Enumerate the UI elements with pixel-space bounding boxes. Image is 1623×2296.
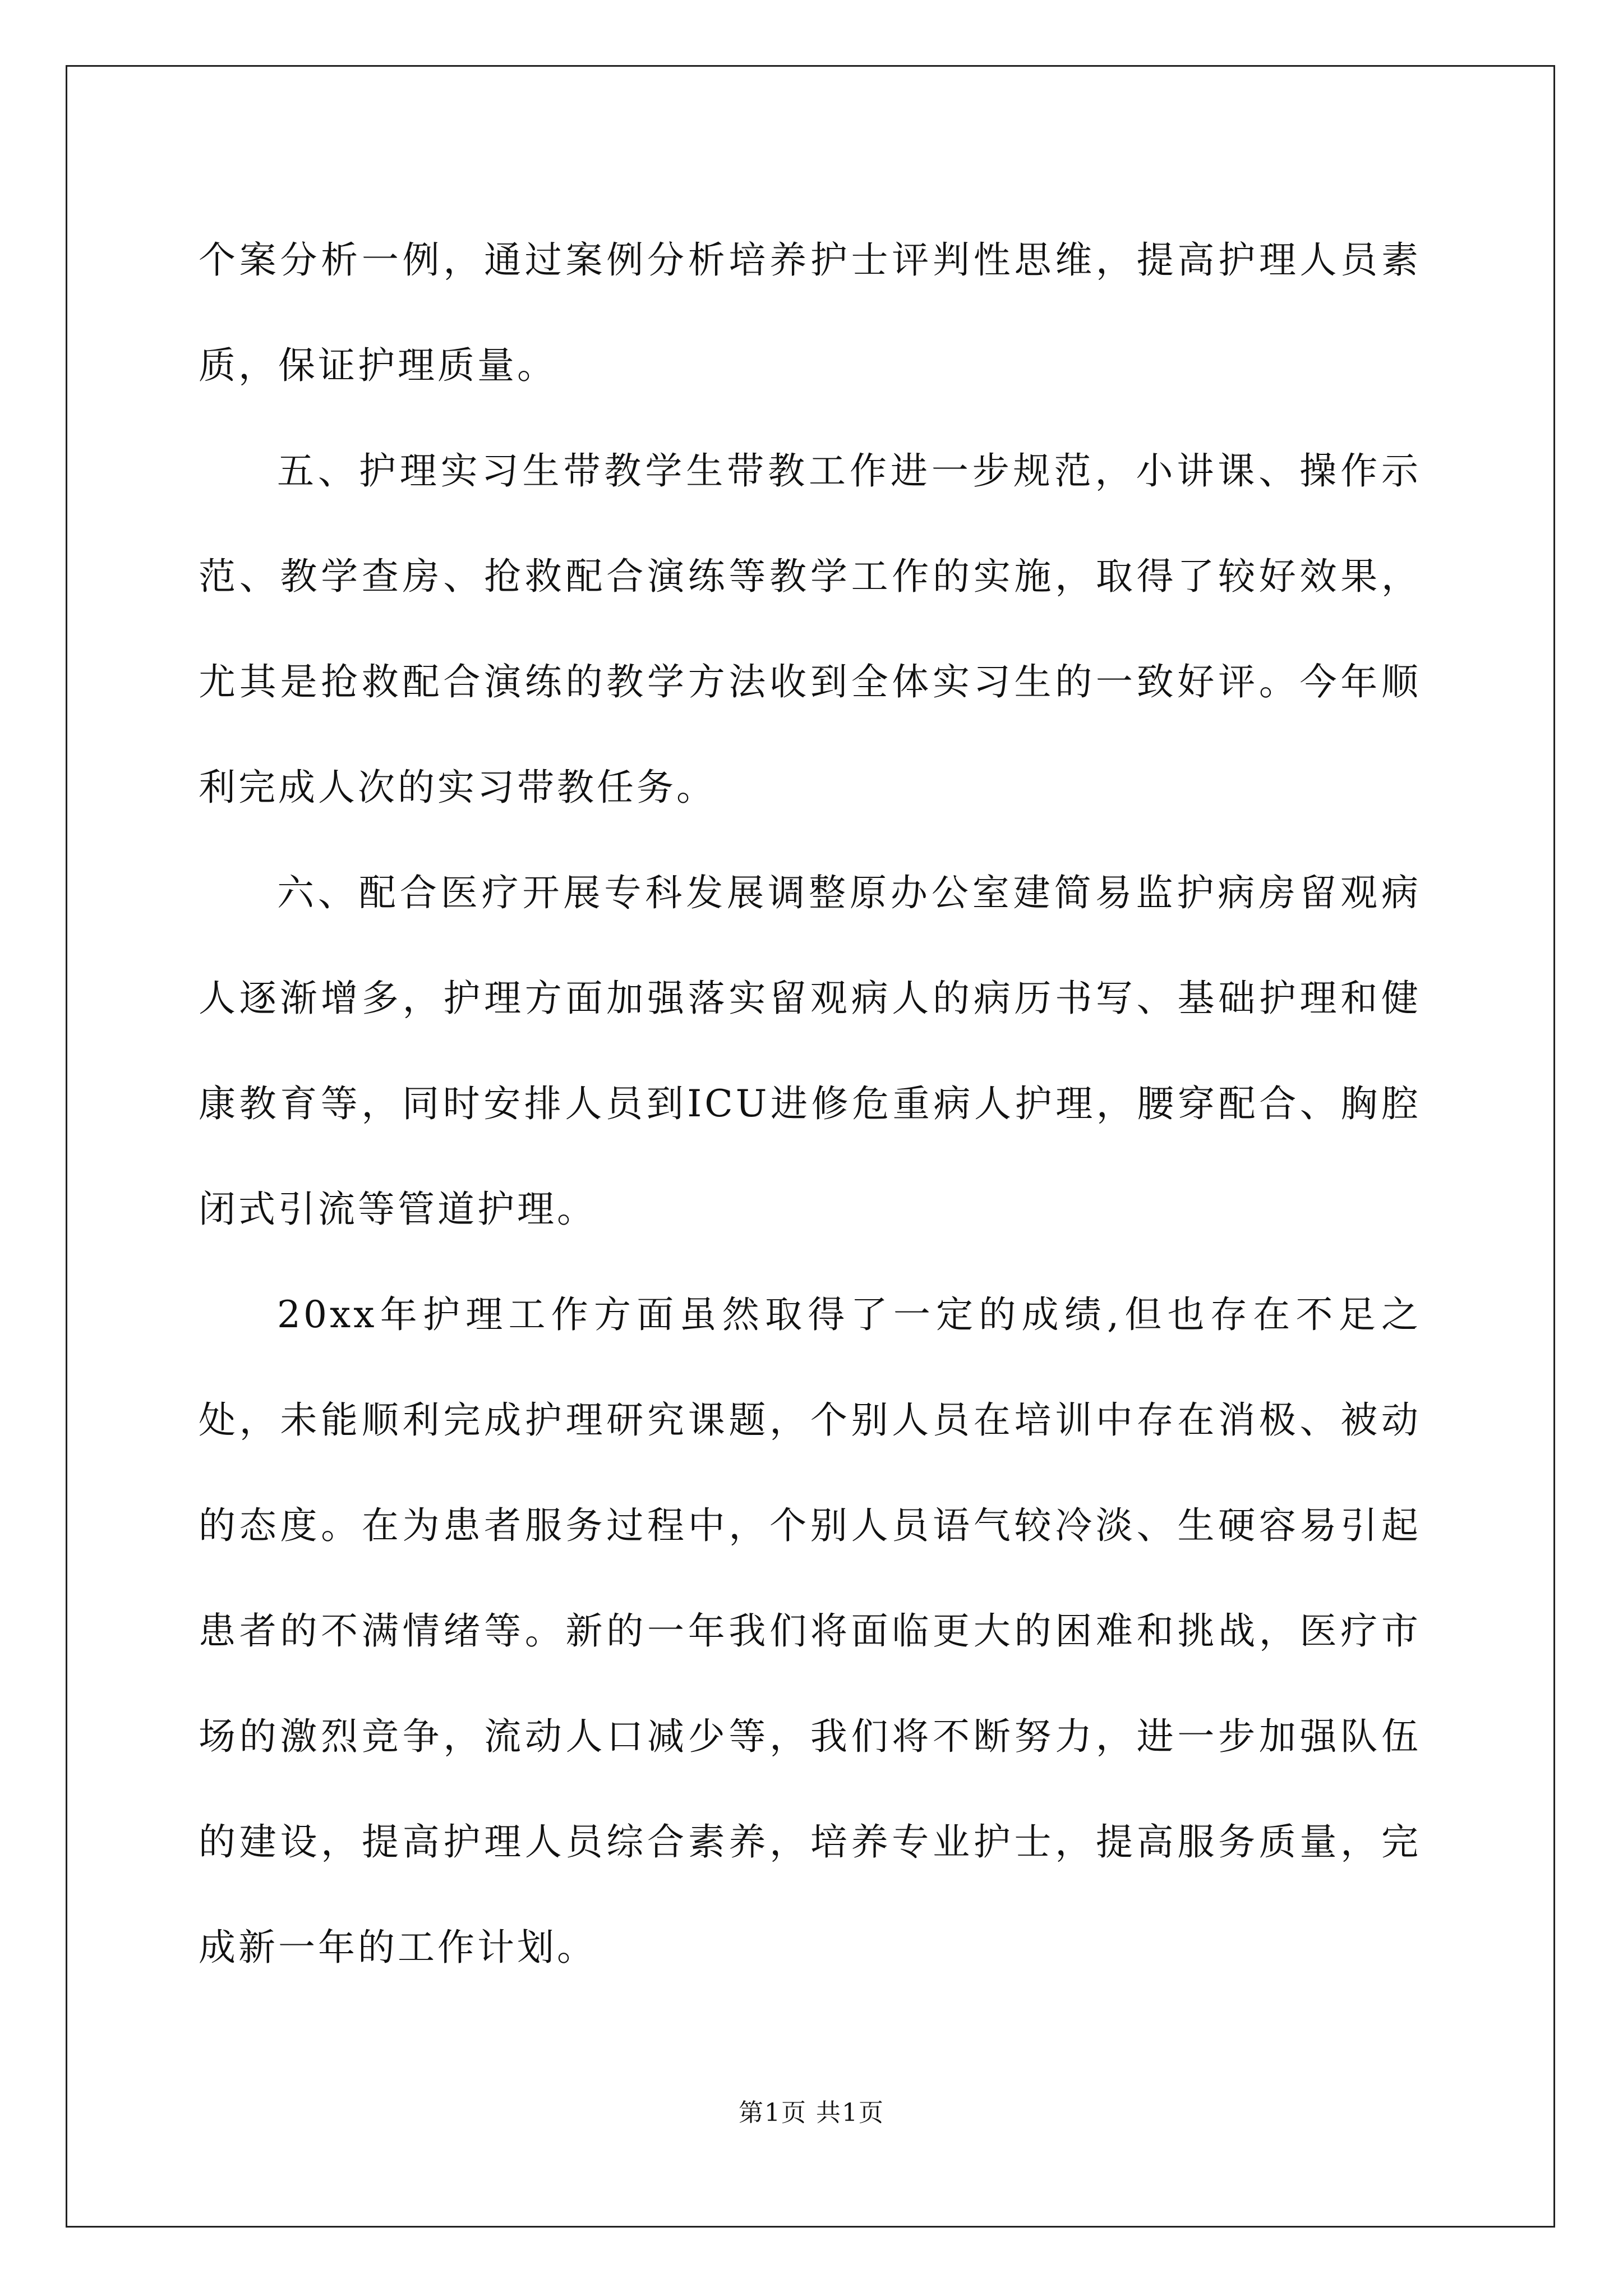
document-body bbox=[199, 208, 1421, 2000]
paragraph-annual-summary: 20xx年护理工作方面虽然取得了一定的成绩,但也存在不足之处，未能顺利完成护理研究课题，个别人员在培训中存在消极、被动的态度。在为患者服务过程中，个别人员语气较冷淡、生硬容易引起患者的不满情绪等。新的一年我们将面临更大的困难和挑战，医疗市场的激烈竞争，流动人口减少等，我们将不断努力，进一步加强队伍的建设，提高护理人员综合素养，培养专业护士，提高服务质量，完成新一年的工作计划。 bbox=[199, 1293, 1421, 1969]
paragraph-monitoring-ward: 六、配合医疗开展专科发展调整原办公室建简易监护病房留观病人逐渐增多，护理方面加强落实留观病人的病历书写、基础护理和健康教育等，同时安排人员到ICU进修危重病人护理，腰穿配合、胸腔闭式引流等管道护理。 bbox=[199, 871, 1421, 1231]
paragraph-intern-teaching: 五、护理实习生带教学生带教工作进一步规范，小讲课、操作示范、教学查房、抢救配合演练等教学工作的实施，取得了较好效果，尤其是抢救配合演练的教学方法收到全体实习生的一致好评。今年顺利完成人次的实习带教任务。 bbox=[199, 449, 1421, 809]
page-number-footer: 第1页 共1页 bbox=[739, 2099, 884, 2127]
paragraph-case-analysis: 个案分析一例，通过案例分析培养护士评判性思维，提高护理人员素质，保证护理质量。 bbox=[199, 238, 1421, 387]
